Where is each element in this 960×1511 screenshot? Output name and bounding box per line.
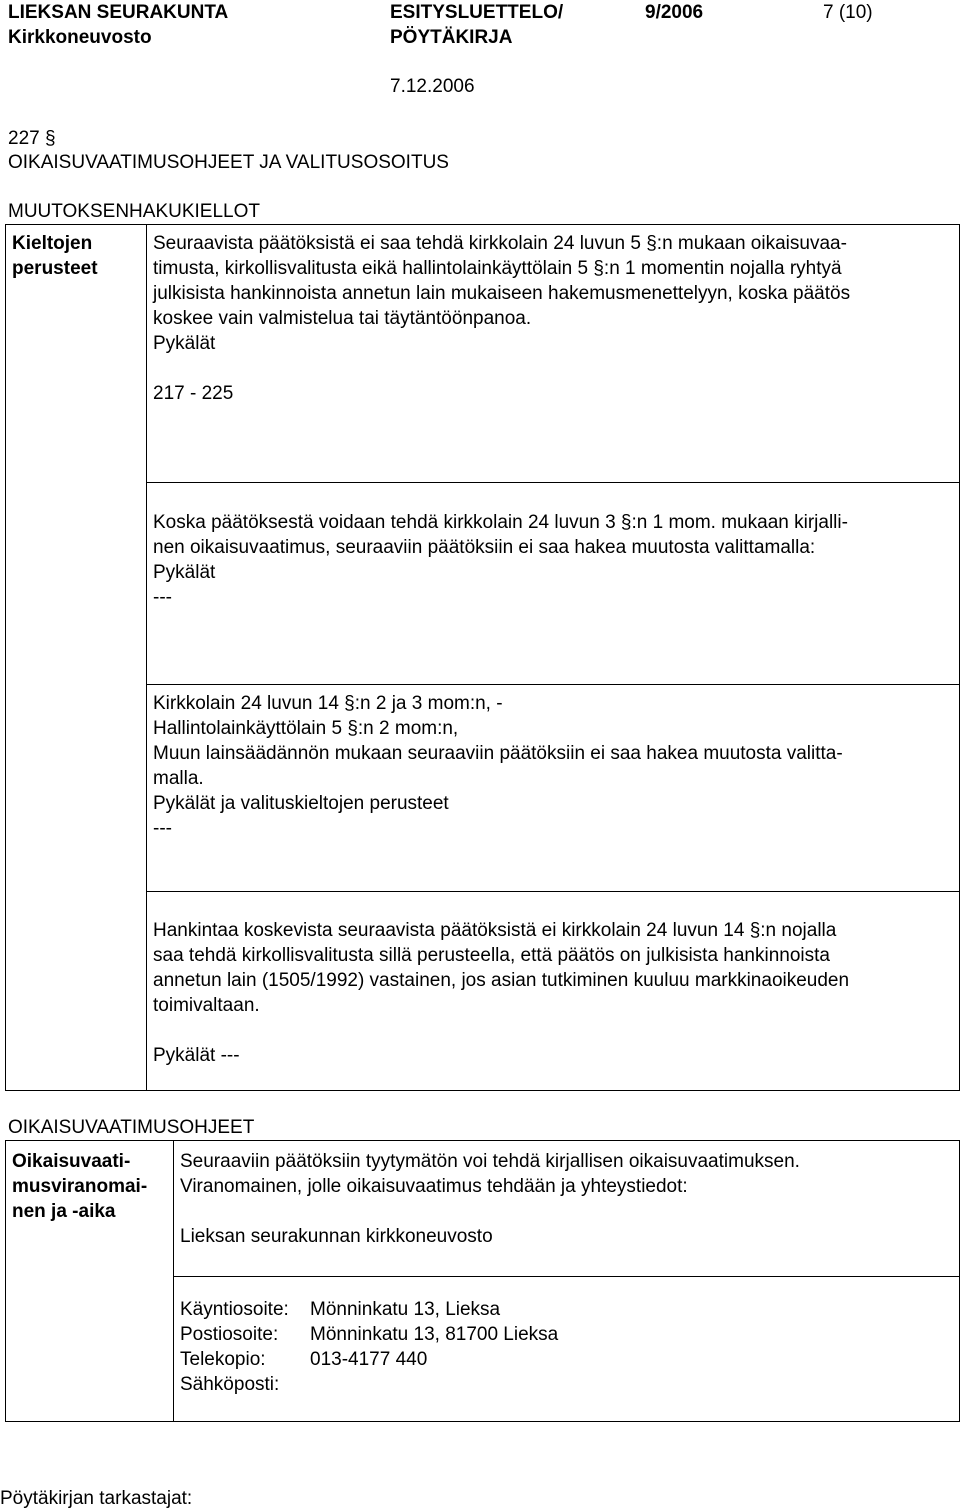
contact-row: [180, 1322, 558, 1347]
minutes-checkers-label: Pöytäkirjan tarkastajat:: [0, 1488, 193, 1509]
contact-value: 013-4177 440: [310, 1349, 428, 1370]
sections-value: 217 - 225: [153, 383, 234, 404]
sections-label: Pykälät: [153, 333, 216, 354]
contact-label: Käyntiosoite:: [180, 1299, 289, 1320]
prohibition-block-1: [153, 231, 850, 406]
paragraph-line: saa tehdä kirkollisvalitusta sillä perusteella, että päätös on julkisista hankinnoista: [153, 945, 830, 966]
paragraph-line: timusta, kirkollisvalitusta eikä hallintolainkäyttölain 5 §:n 1 momentin nojalla ryhtyä: [153, 258, 842, 279]
paragraph-line: koskee vain valmistelua tai täytäntöönpanoa.: [153, 308, 532, 329]
paragraph-line: julkisista hankinnoista annetun lain mukaiseen hakemusmenettelyyn, koska päätös: [153, 283, 851, 304]
contact-details: [180, 1297, 558, 1397]
paragraph-line: nen oikaisuvaatimus, seuraaviin päätöksiin ei saa hakea muutosta valittamalla:: [153, 537, 816, 558]
paragraph-line: annetun lain (1505/1992) vastainen, jos asian tutkiminen kuuluu markkinaoikeuden: [153, 970, 850, 991]
paragraph-line: Seuraavista päätöksistä ei saa tehdä kirkkolain 24 luvun 5 §:n mukaan oikaisuvaa-: [153, 233, 847, 254]
section-number: 227 §: [8, 128, 56, 149]
contact-row: [180, 1347, 558, 1372]
paragraph-line: Muun lainsäädännön mukaan seuraaviin päätöksiin ei saa hakea muutosta valitta-: [153, 743, 843, 764]
contact-row: [180, 1372, 558, 1397]
contact-row: [180, 1297, 558, 1322]
row-divider: [146, 684, 959, 685]
kieltojen-perusteet-label: Kieltojen perusteet: [12, 233, 98, 279]
contact-value: Mönninkatu 13, Lieksa: [310, 1299, 501, 1320]
oikaisuvaatimusohjeet-heading: OIKAISUVAATIMUSOHJEET: [8, 1117, 255, 1138]
paragraph-line: malla.: [153, 768, 204, 789]
muutoksenhakukiellot-heading: MUUTOKSENHAKUKIELLOT: [8, 201, 260, 222]
contact-value: Mönninkatu 13, 81700 Lieksa: [310, 1324, 559, 1345]
row-divider: [173, 1276, 959, 1277]
prohibition-block-3: [153, 691, 843, 841]
paragraph-line: toimivaltaan.: [153, 995, 260, 1016]
sections-label: Pykälät: [153, 562, 216, 583]
paragraph-line: Koska päätöksestä voidaan tehdä kirkkolain 24 luvun 3 §:n 1 mom. mukaan kirjalli-: [153, 512, 848, 533]
body-name: Kirkkoneuvosto: [8, 27, 152, 48]
column-divider: [146, 225, 147, 1090]
sections-value: ---: [153, 587, 172, 608]
sections-label: Pykälät ja valituskieltojen perusteet: [153, 793, 449, 814]
section-title: OIKAISUVAATIMUSOHJEET JA VALITUSOSOITUS: [8, 152, 449, 173]
row-divider: [146, 482, 959, 483]
authority-name: Lieksan seurakunnan kirkkoneuvosto: [180, 1226, 493, 1247]
document-type-2: PÖYTÄKIRJA: [390, 27, 513, 48]
paragraph-line: Hallintolainkäyttölain 5 §:n 2 mom:n,: [153, 718, 459, 739]
prohibition-block-4: [153, 918, 849, 1068]
paragraph-line: Hankintaa koskevista seuraavista päätöksistä ei kirkkolain 24 luvun 14 §:n nojalla: [153, 920, 837, 941]
paragraph-line: Seuraaviin päätöksiin tyytymätön voi tehdä kirjallisen oikaisuvaatimuksen.: [180, 1151, 800, 1172]
muutoksenhakukiellot-table: [5, 224, 960, 1091]
contact-label: Telekopio:: [180, 1349, 266, 1370]
row-divider: [146, 891, 959, 892]
oikaisuvaatimusohjeet-table: [5, 1140, 960, 1422]
appeal-instructions: [180, 1149, 800, 1249]
page-number: 7 (10): [823, 2, 873, 23]
document-type: ESITYSLUETTELO/: [390, 2, 564, 23]
paragraph-line: Kirkkolain 24 luvun 14 §:n 2 ja 3 mom:n, -: [153, 693, 503, 714]
sections-label: Pykälät ---: [153, 1045, 240, 1066]
paragraph-line: Viranomainen, jolle oikaisuvaatimus tehdään ja yhteystiedot:: [180, 1176, 688, 1197]
contact-label: Postiosoite:: [180, 1324, 279, 1345]
meeting-number: 9/2006: [645, 2, 704, 23]
contact-label: Sähköposti:: [180, 1374, 280, 1395]
prohibition-block-2: [153, 510, 848, 610]
authority-and-time-label: Oikaisuvaati- musviranomai- nen ja -aika: [12, 1151, 148, 1222]
column-divider: [173, 1141, 174, 1421]
sections-value: ---: [153, 818, 172, 839]
meeting-date: 7.12.2006: [390, 76, 475, 97]
organization-name: LIEKSAN SEURAKUNTA: [8, 2, 229, 23]
